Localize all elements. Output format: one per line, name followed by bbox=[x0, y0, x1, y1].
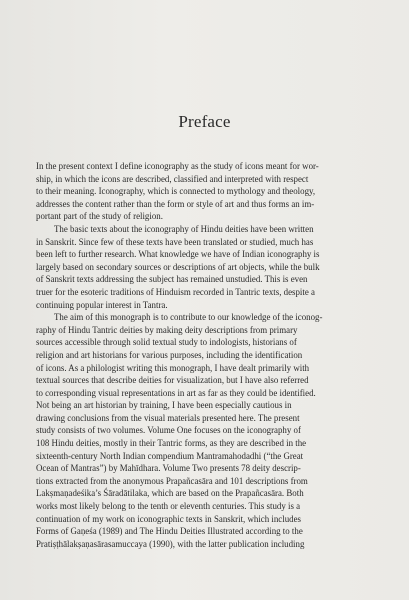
paragraph-3 bbox=[36, 311, 382, 550]
text-line: Not being an art historian by training, I have been especially cautious in bbox=[36, 400, 292, 411]
text-line: of icons. As a philologist writing this monograph, I have dealt primarily with bbox=[36, 362, 310, 373]
text-line: Lakṣmaṇadeśika’s Śāradātilaka, which are based on the Prapañcasāra. Both bbox=[36, 488, 304, 499]
text-line: truer for the esoteric traditions of Hinduism recorded in Tantric texts, despite a bbox=[36, 286, 315, 297]
text-line: ship, in which the icons are described, classified and interpreted with respect bbox=[36, 173, 309, 184]
text-line: sources accessible through solid textual study to indologists, historians of bbox=[36, 337, 297, 348]
text-line: works most likely belong to the tenth or eleventh centuries. This study is a bbox=[36, 501, 301, 512]
text-line: 108 Hindu deities, mostly in their Tantric forms, as they are described in the bbox=[36, 438, 307, 449]
text-line: of Sanskrit texts addressing the subject has remained unstudied. This is even bbox=[36, 274, 308, 285]
text-line: The aim of this monograph is to contribute to our knowledge of the iconog- bbox=[54, 312, 323, 323]
text-line: In the present context I define iconography as the study of icons meant for wor- bbox=[36, 161, 319, 171]
text-line: addresses the content rather than the form or style of art and thus forms an im- bbox=[36, 198, 315, 209]
paragraph-2 bbox=[36, 223, 382, 311]
text-line: Ocean of Mantras”) by Mahīdhara. Volume Two presents 78 deity descrip- bbox=[36, 463, 301, 474]
text-line: textual sources that describe deities for visualization, but I have also referred bbox=[36, 375, 309, 386]
text-line: study consists of two volumes. Volume One focuses on the iconography of bbox=[36, 425, 301, 436]
page-title: Preface bbox=[178, 112, 231, 131]
text-line: to corresponding visual representations in art as far as they could be identified. bbox=[36, 387, 316, 398]
preface-body bbox=[36, 160, 382, 550]
text-line: The basic texts about the iconography of Hindu deities have been written bbox=[54, 223, 314, 234]
text-line: to their meaning. Iconography, which is connected to mythology and theology, bbox=[36, 186, 316, 197]
paragraph-1 bbox=[36, 160, 382, 223]
text-line: religion and art historians for various purposes, including the identification bbox=[36, 349, 303, 360]
text-line: been left to further research. What knowledge we have of Indian iconography is bbox=[36, 249, 320, 260]
text-line: continuation of my work on iconographic texts in Sanskrit, which includes bbox=[36, 513, 301, 524]
text-line: largely based on secondary sources or descriptions of art objects, while the bulk bbox=[36, 261, 320, 272]
text-line: Forms of Gaṇeśa (1989) and The Hindu Deities Illustrated according to the bbox=[36, 526, 303, 537]
text-line: drawing conclusions from the visual materials presented here. The present bbox=[36, 412, 300, 423]
text-line: in Sanskrit. Since few of these texts have been translated or studied, much has bbox=[36, 236, 314, 247]
text-line: continuing popular interest in Tantra. bbox=[36, 299, 168, 310]
text-line: sixteenth-century North Indian compendium Mantramahodadhi (“the Great bbox=[36, 450, 304, 461]
text-line: Pratiṣṭhālakṣaṇasārasamuccaya (1990), with the latter publication including bbox=[36, 538, 305, 549]
text-line: portant part of the study of religion. bbox=[36, 211, 163, 222]
text-line: raphy of Hindu Tantric deities by making deity descriptions from primary bbox=[36, 324, 298, 335]
text-line: tions extracted from the anonymous Prapañcasāra and 101 descriptions from bbox=[36, 475, 308, 486]
